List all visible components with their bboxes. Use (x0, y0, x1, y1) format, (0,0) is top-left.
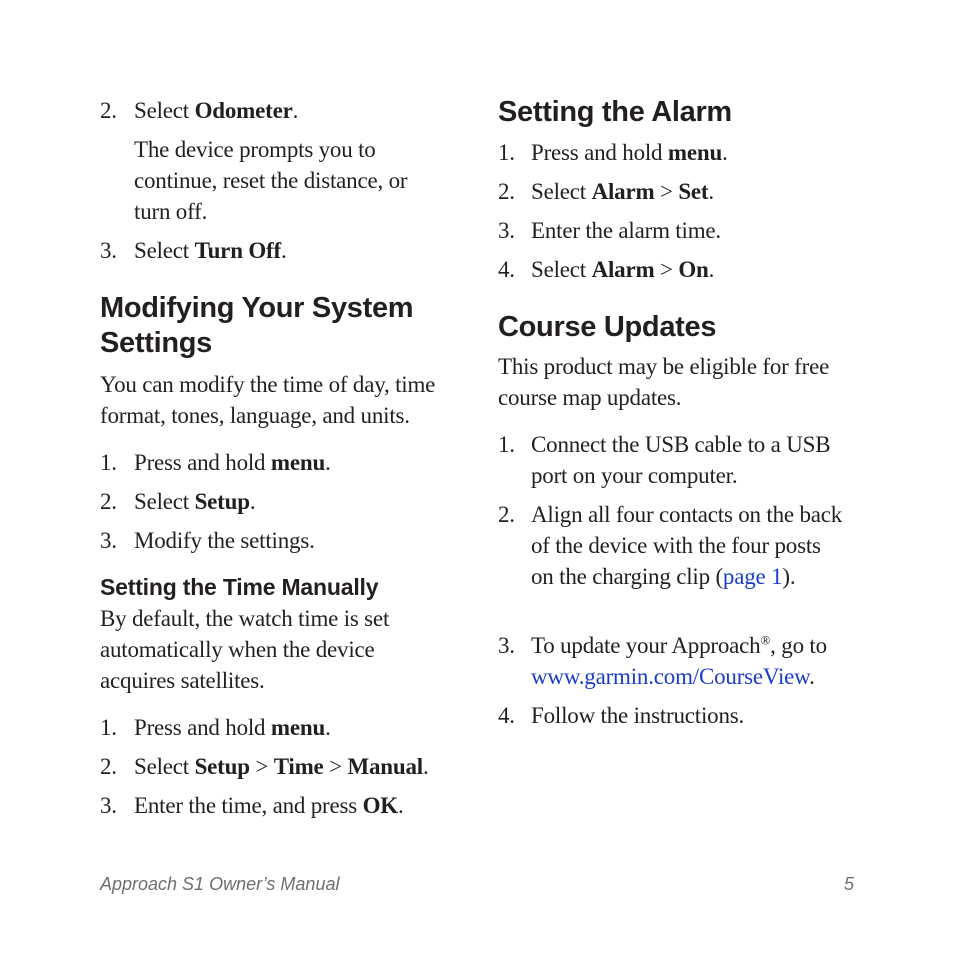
time-manual-intro: By default, the watch time is set automatically when the device acquires satellites. (100, 606, 390, 693)
time-step-1: 1. Press and hold menu. (100, 715, 331, 740)
odometer-note: The device prompts you to continue, reset the distance, or turn off. (134, 137, 408, 224)
course-updates-heading: Course Updates (498, 311, 717, 343)
footer-manual-title: Approach S1 Owner’s Manual (100, 874, 340, 894)
time-step-3: 3. Enter the time, and press OK. (100, 793, 404, 818)
course-step-4: 4. Follow the instructions. (498, 703, 745, 728)
system-step-3: 3. Modify the settings. (100, 528, 315, 553)
system-step-2: 2. Select Setup. (100, 489, 256, 514)
alarm-step-3: 3. Enter the alarm time. (498, 218, 721, 243)
course-step-2: 2. Align all four contacts on the back of the device with the four posts on the charging clip (page 1). (498, 502, 843, 589)
alarm-step-4: 4. Select Alarm > On. (498, 257, 715, 282)
odometer-step-2: 2. Select Odometer. (100, 98, 299, 123)
page-1-link[interactable]: page 1 (722, 564, 783, 589)
alarm-step-2: 2. Select Alarm > Set. (498, 179, 714, 204)
time-step-2: 2. Select Setup > Time > Manual. (100, 754, 429, 779)
alarm-step-1: 1. Press and hold menu. (498, 140, 728, 165)
courseview-link[interactable]: www.garmin.com/CourseView (531, 664, 810, 689)
system-settings-heading: Modifying Your System Settings (100, 292, 414, 359)
odometer-step-3: 3. Select Turn Off. (100, 238, 287, 263)
system-settings-intro: You can modify the time of day, time format, tones, language, and units. (100, 372, 436, 428)
time-manual-heading: Setting the Time Manually (100, 574, 379, 600)
course-updates-intro: This product may be eligible for free course map updates. (498, 354, 830, 410)
course-step-1: 1. Connect the USB cable to a USB port on your computer. (498, 432, 831, 488)
course-step-3: 3. To update your Approach®, go to www.garmin.com/CourseView. (498, 632, 827, 689)
alarm-heading: Setting the Alarm (498, 96, 732, 128)
footer-page-number: 5 (843, 874, 854, 894)
system-step-1: 1. Press and hold menu. (100, 450, 331, 475)
